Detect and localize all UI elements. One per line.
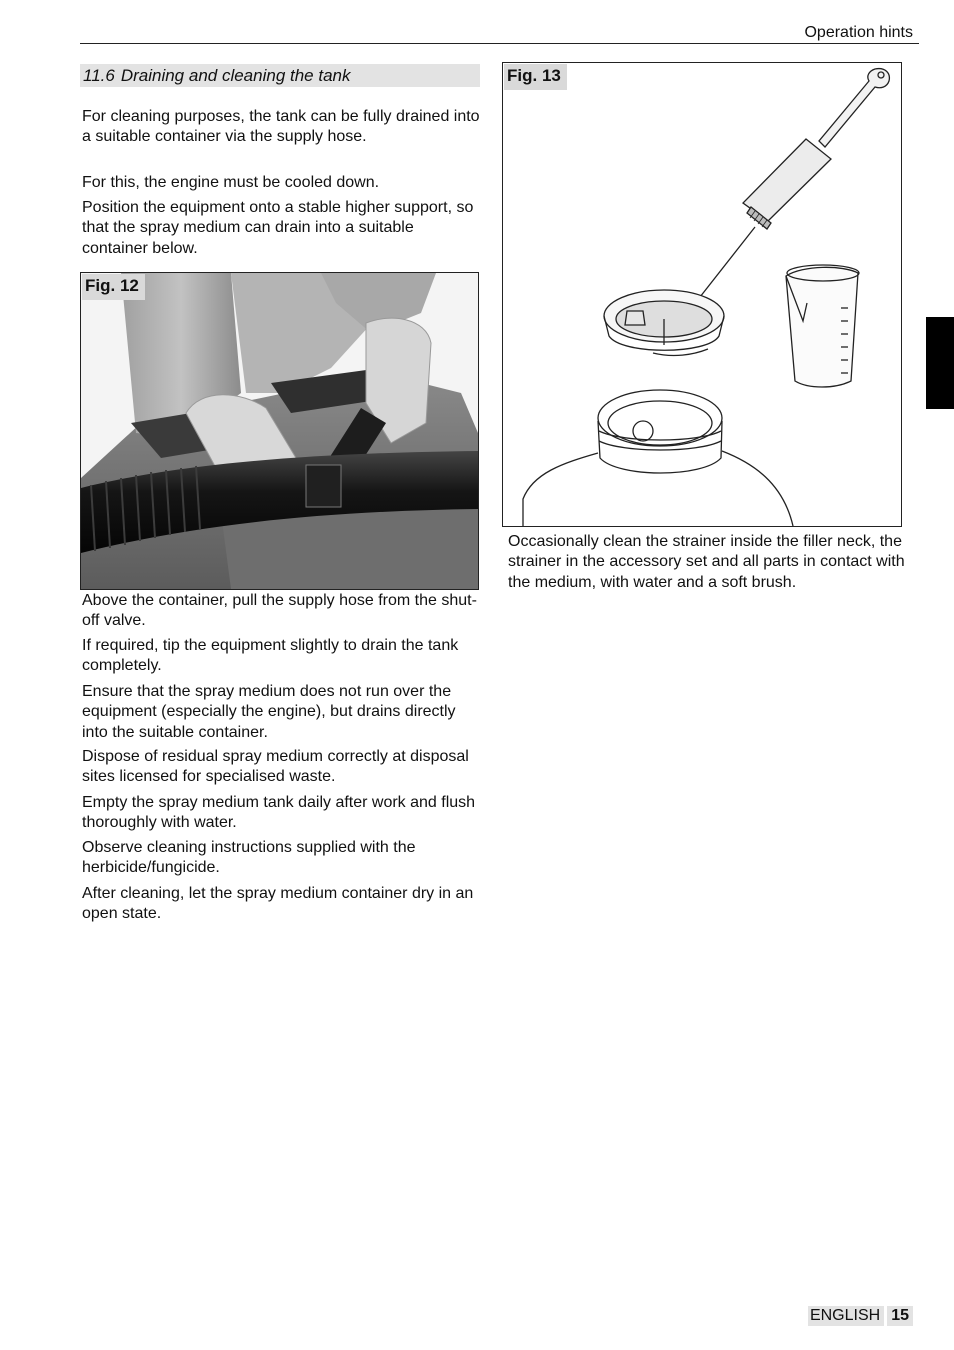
section-title: Draining and cleaning the tank — [120, 66, 351, 85]
figure-12-label: Fig. 12 — [82, 274, 145, 300]
paragraph: Dispose of residual spray medium correctly at disposal sites licensed for specialised waste. — [82, 748, 469, 786]
page-number: 15 — [887, 1306, 913, 1326]
footer-language: ENGLISH — [808, 1306, 884, 1326]
header-rule — [80, 43, 919, 44]
page-footer — [808, 1305, 913, 1327]
figure-12-photo — [81, 273, 478, 589]
paragraph: After cleaning, let the spray medium container dry in an open state. — [82, 885, 474, 923]
figure-12 — [80, 272, 479, 590]
section-number: 11.6 — [83, 66, 115, 85]
paragraph: For this, the engine must be cooled down. — [82, 174, 380, 191]
figure-13 — [502, 62, 902, 527]
figure-13-drawing — [503, 63, 901, 526]
figure-13-label: Fig. 13 — [504, 64, 567, 90]
section-heading — [80, 64, 480, 87]
paragraph: Empty the spray medium tank daily after work and flush thoroughly with water. — [82, 794, 476, 832]
paragraph: Occasionally clean the strainer inside the filler neck, the strainer in the accessory set and all parts in contact with the medium, with water and a soft brush. — [508, 533, 905, 591]
header-section-title: Operation hints — [804, 24, 913, 41]
paragraph: For cleaning purposes, the tank can be fully drained into a suitable container via the supply hose. — [82, 108, 480, 146]
language-thumb-tab — [926, 317, 954, 409]
paragraph: Above the container, pull the supply hose from the shut-off valve. — [82, 592, 477, 630]
paragraph: Observe cleaning instructions supplied with the herbicide/fungicide. — [82, 839, 416, 877]
paragraph: If required, tip the equipment slightly to drain the tank completely. — [82, 637, 459, 675]
paragraph: Position the equipment onto a stable higher support, so that the spray medium can drain into a suitable container below. — [82, 199, 474, 257]
paragraph: Ensure that the spray medium does not run over the equipment (especially the engine), but drains directly into the suitable container. — [82, 683, 456, 741]
